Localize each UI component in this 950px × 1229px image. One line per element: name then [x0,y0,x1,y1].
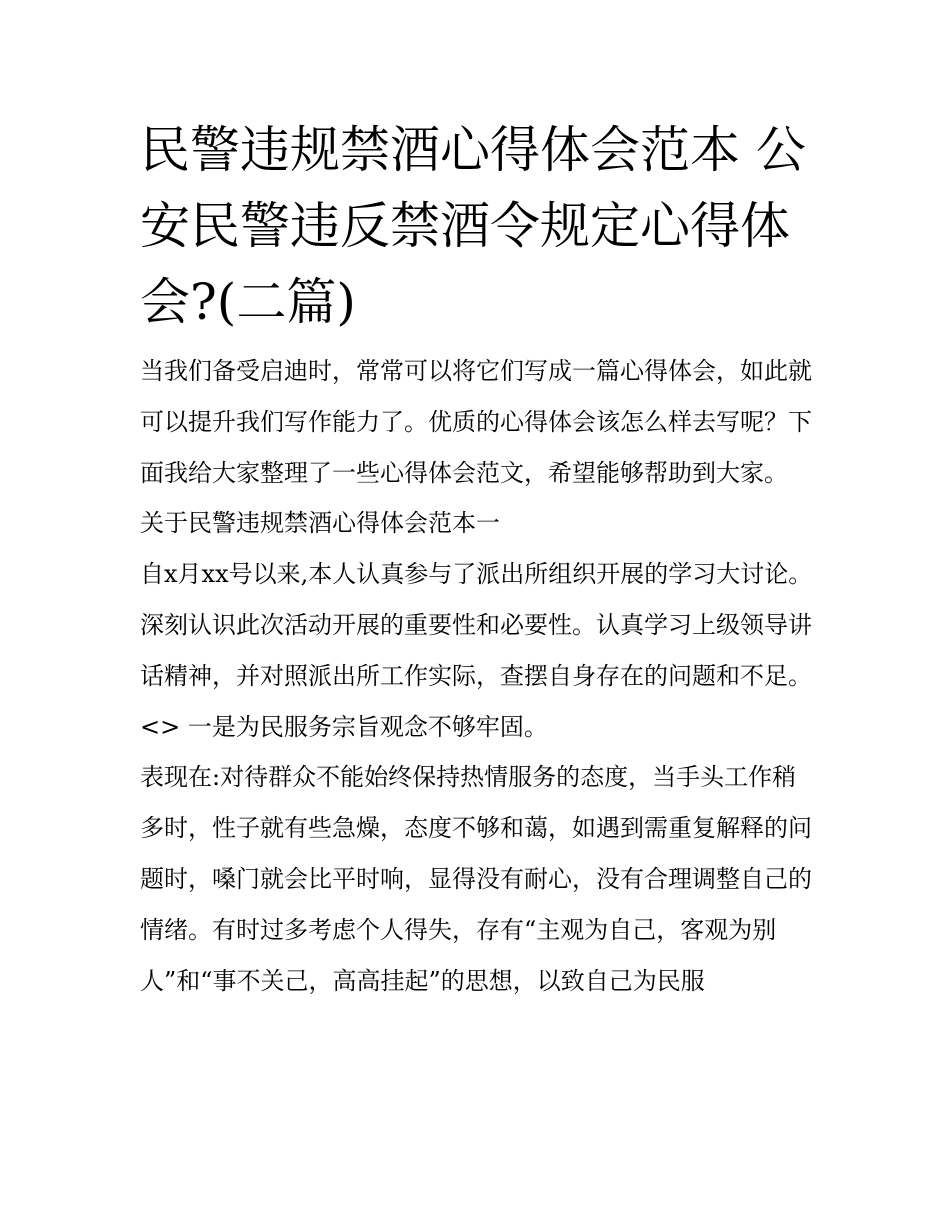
intro-paragraph: 当我们备受启迪时，常常可以将它们写成一篇心得体会，如此就可以提升我们写作能力了。优质的心得体会该怎么样去写呢？下面我给大家整理了一些心得体会范文，希望能够帮助到大家。 [140,357,812,487]
document-body [140,346,815,1006]
document-title: 民警违规禁酒心得体会范本 公安民警违反禁酒令规定心得体会?(二篇) [140,121,806,331]
body-paragraph: 自x月xx号以来,本人认真参与了派出所组织开展的学习大讨论。深刻认识此次活动开展的重要性和必要性。认真学习上级领导讲话精神，并对照派出所工作实际，查摆自身存在的问题和不足。 [140,560,813,690]
section-heading: 关于民警违规禁酒心得体会范本一 [140,509,500,538]
point-heading: <> 一是为民服务宗旨观念不够牢固。 [140,712,548,741]
body-paragraph: 表现在:对待群众不能始终保持热情服务的态度，当手头工作稍多时，性子就有些急燥，态度不够和蔼，如遇到需重复解释的问题时，嗓门就会比平时响，显得没有耐心，没有合理调整自己的情绪。有时过多考虑个人得失，存有“主观为自己，客观为别人”和“事不关己，高高挂起”的思想，以致自己为民服 [140,763,812,995]
document-page [140,112,815,1006]
